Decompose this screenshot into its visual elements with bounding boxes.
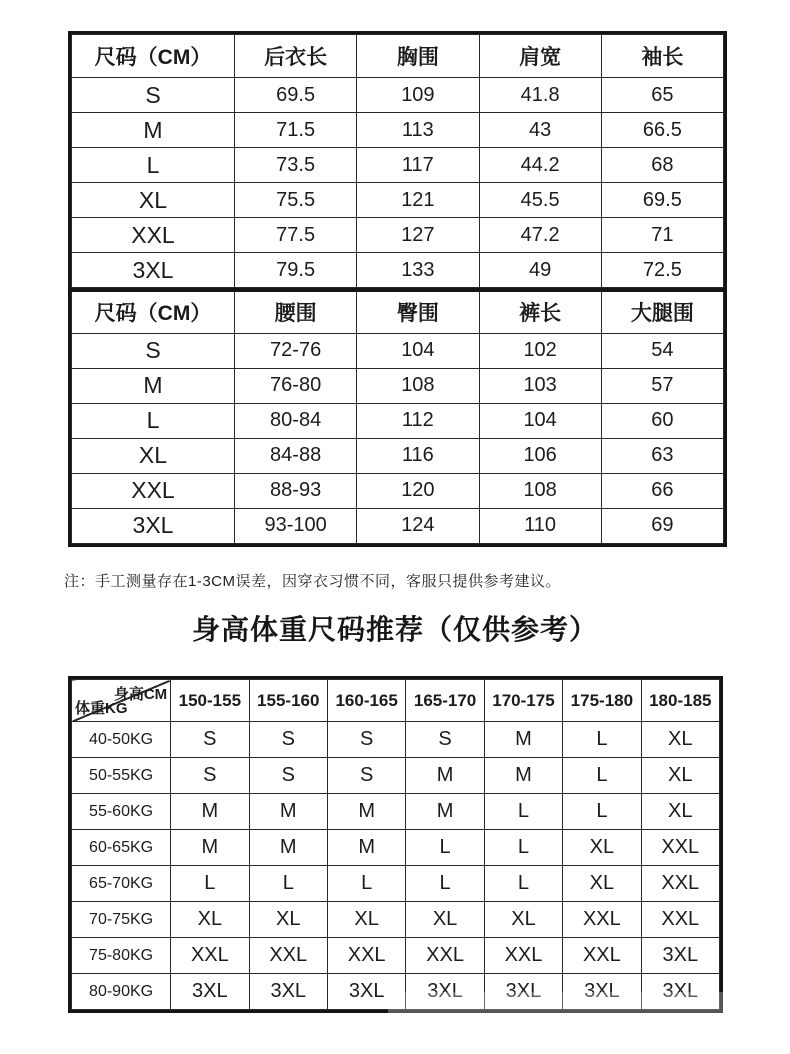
value-cell: 112: [357, 403, 479, 438]
size-cell: L: [72, 403, 235, 438]
table-row: [72, 368, 724, 403]
size-value-cell: XXL: [641, 830, 719, 866]
size-value-cell: XL: [484, 902, 562, 938]
column-header: 袖长: [601, 35, 723, 78]
size-value-cell: M: [249, 830, 327, 866]
value-cell: 127: [357, 218, 479, 253]
size-value-cell: XXL: [406, 938, 484, 974]
size-value-cell: 3XL: [641, 974, 719, 1010]
size-value-cell: S: [327, 758, 405, 794]
value-cell: 69.5: [601, 183, 723, 218]
table-row: [72, 866, 720, 902]
size-value-cell: XL: [641, 794, 719, 830]
value-cell: 45.5: [479, 183, 601, 218]
weight-range-cell: 40-50KG: [72, 722, 171, 758]
height-column-header: 170-175: [484, 680, 562, 722]
size-value-cell: M: [406, 794, 484, 830]
height-weight-recommendation-table: [68, 676, 723, 1013]
size-value-cell: M: [484, 722, 562, 758]
weight-range-cell: 65-70KG: [72, 866, 171, 902]
size-value-cell: XXL: [641, 866, 719, 902]
size-value-cell: S: [249, 758, 327, 794]
size-cell: XL: [72, 438, 235, 473]
value-cell: 117: [357, 148, 479, 183]
size-value-cell: XL: [563, 830, 641, 866]
size-value-cell: XXL: [484, 938, 562, 974]
size-value-cell: L: [249, 866, 327, 902]
size-value-cell: XXL: [249, 938, 327, 974]
size-value-cell: S: [406, 722, 484, 758]
size-value-cell: M: [327, 794, 405, 830]
value-cell: 121: [357, 183, 479, 218]
size-cell: S: [72, 78, 235, 113]
size-value-cell: L: [406, 866, 484, 902]
size-value-cell: XL: [641, 722, 719, 758]
column-header: 胸围: [357, 35, 479, 78]
column-header: 裤长: [479, 290, 601, 333]
value-cell: 71.5: [235, 113, 357, 148]
value-cell: 44.2: [479, 148, 601, 183]
height-column-header: 180-185: [641, 680, 719, 722]
value-cell: 88-93: [235, 473, 357, 508]
height-column-header: 155-160: [249, 680, 327, 722]
size-value-cell: M: [484, 758, 562, 794]
value-cell: 108: [357, 368, 479, 403]
value-cell: 104: [479, 403, 601, 438]
value-cell: 69.5: [235, 78, 357, 113]
size-value-cell: 3XL: [327, 974, 405, 1010]
size-cell: M: [72, 113, 235, 148]
column-header: 尺码（CM）: [72, 35, 235, 78]
value-cell: 68: [601, 148, 723, 183]
size-value-cell: XL: [641, 758, 719, 794]
value-cell: 124: [357, 508, 479, 543]
value-cell: 80-84: [235, 403, 357, 438]
size-value-cell: 3XL: [563, 974, 641, 1010]
size-cell: XL: [72, 183, 235, 218]
table-row: [72, 253, 724, 288]
value-cell: 54: [601, 333, 723, 368]
size-value-cell: XL: [249, 902, 327, 938]
size-value-cell: XXL: [563, 902, 641, 938]
size-cell: XXL: [72, 473, 235, 508]
size-value-cell: 3XL: [171, 974, 249, 1010]
column-header: 后衣长: [235, 35, 357, 78]
size-value-cell: S: [171, 722, 249, 758]
pants-size-table: [71, 288, 724, 544]
table-row: [72, 473, 724, 508]
size-value-cell: S: [249, 722, 327, 758]
value-cell: 60: [601, 403, 723, 438]
size-value-cell: M: [406, 758, 484, 794]
size-value-cell: 3XL: [641, 938, 719, 974]
table-row: [72, 183, 724, 218]
table-row: [72, 722, 720, 758]
value-cell: 73.5: [235, 148, 357, 183]
table-row: [72, 333, 724, 368]
value-cell: 113: [357, 113, 479, 148]
value-cell: 106: [479, 438, 601, 473]
height-column-header: 160-165: [327, 680, 405, 722]
size-value-cell: L: [171, 866, 249, 902]
height-column-header: 150-155: [171, 680, 249, 722]
value-cell: 77.5: [235, 218, 357, 253]
weight-range-cell: 55-60KG: [72, 794, 171, 830]
measurement-note: 注：手工测量存在1-3CM误差，因穿衣习惯不同，客服只提供参考建议。: [64, 573, 562, 590]
corner-weight-label: 体重KG: [75, 700, 128, 717]
value-cell: 120: [357, 473, 479, 508]
value-cell: 57: [601, 368, 723, 403]
table-row: [72, 794, 720, 830]
table-row: [72, 508, 724, 543]
column-header: 腰围: [235, 290, 357, 333]
size-value-cell: L: [327, 866, 405, 902]
table-row: [72, 758, 720, 794]
table-row: [72, 78, 724, 113]
size-value-cell: M: [171, 794, 249, 830]
size-value-cell: XXL: [563, 938, 641, 974]
size-cell: 3XL: [72, 508, 235, 543]
size-value-cell: XXL: [641, 902, 719, 938]
weight-range-cell: 60-65KG: [72, 830, 171, 866]
value-cell: 79.5: [235, 253, 357, 288]
size-value-cell: M: [171, 830, 249, 866]
size-value-cell: S: [327, 722, 405, 758]
value-cell: 104: [357, 333, 479, 368]
value-cell: 75.5: [235, 183, 357, 218]
size-cell: XXL: [72, 218, 235, 253]
table-row: [72, 403, 724, 438]
top-size-table: [71, 34, 724, 288]
height-column-header: 165-170: [406, 680, 484, 722]
table-row: [72, 938, 720, 974]
size-value-cell: L: [406, 830, 484, 866]
table-row: [72, 438, 724, 473]
column-header: 尺码（CM）: [72, 290, 235, 333]
size-value-cell: M: [249, 794, 327, 830]
table-row: [72, 830, 720, 866]
value-cell: 71: [601, 218, 723, 253]
value-cell: 66.5: [601, 113, 723, 148]
size-value-cell: 3XL: [484, 974, 562, 1010]
value-cell: 63: [601, 438, 723, 473]
garment-size-tables: [68, 31, 727, 547]
value-cell: 69: [601, 508, 723, 543]
table-header-row: [72, 35, 724, 78]
table-row: [72, 974, 720, 1010]
weight-range-cell: 75-80KG: [72, 938, 171, 974]
value-cell: 133: [357, 253, 479, 288]
size-value-cell: XL: [327, 902, 405, 938]
size-value-cell: 3XL: [249, 974, 327, 1010]
table-row: [72, 218, 724, 253]
value-cell: 76-80: [235, 368, 357, 403]
value-cell: 102: [479, 333, 601, 368]
weight-range-cell: 80-90KG: [72, 974, 171, 1010]
size-value-cell: L: [484, 866, 562, 902]
height-column-header: 175-180: [563, 680, 641, 722]
table-header-row: [72, 290, 724, 333]
value-cell: 65: [601, 78, 723, 113]
size-value-cell: 3XL: [406, 974, 484, 1010]
size-value-cell: XL: [406, 902, 484, 938]
size-value-cell: XXL: [171, 938, 249, 974]
corner-header-cell: [72, 680, 171, 722]
corner-height-label: 身高CM: [113, 686, 168, 703]
size-value-cell: XXL: [327, 938, 405, 974]
recommendation-title: 身高体重尺码推荐（仅供参考）: [191, 614, 598, 645]
value-cell: 49: [479, 253, 601, 288]
value-cell: 93-100: [235, 508, 357, 543]
value-cell: 41.8: [479, 78, 601, 113]
size-value-cell: XL: [171, 902, 249, 938]
size-value-cell: L: [563, 794, 641, 830]
value-cell: 84-88: [235, 438, 357, 473]
value-cell: 109: [357, 78, 479, 113]
table-header-row: [72, 680, 720, 722]
value-cell: 103: [479, 368, 601, 403]
size-cell: 3XL: [72, 253, 235, 288]
size-cell: M: [72, 368, 235, 403]
size-cell: S: [72, 333, 235, 368]
value-cell: 47.2: [479, 218, 601, 253]
column-header: 肩宽: [479, 35, 601, 78]
value-cell: 72-76: [235, 333, 357, 368]
table-row: [72, 113, 724, 148]
value-cell: 116: [357, 438, 479, 473]
size-value-cell: L: [484, 830, 562, 866]
value-cell: 108: [479, 473, 601, 508]
size-value-cell: XL: [563, 866, 641, 902]
value-cell: 66: [601, 473, 723, 508]
table-row: [72, 902, 720, 938]
watermark-overlay: [388, 1013, 734, 1026]
weight-range-cell: 70-75KG: [72, 902, 171, 938]
value-cell: 43: [479, 113, 601, 148]
size-value-cell: M: [327, 830, 405, 866]
size-value-cell: L: [484, 794, 562, 830]
size-value-cell: L: [563, 722, 641, 758]
size-cell: L: [72, 148, 235, 183]
value-cell: 72.5: [601, 253, 723, 288]
weight-range-cell: 50-55KG: [72, 758, 171, 794]
column-header: 臀围: [357, 290, 479, 333]
table-row: [72, 148, 724, 183]
value-cell: 110: [479, 508, 601, 543]
column-header: 大腿围: [601, 290, 723, 333]
size-value-cell: L: [563, 758, 641, 794]
size-value-cell: S: [171, 758, 249, 794]
